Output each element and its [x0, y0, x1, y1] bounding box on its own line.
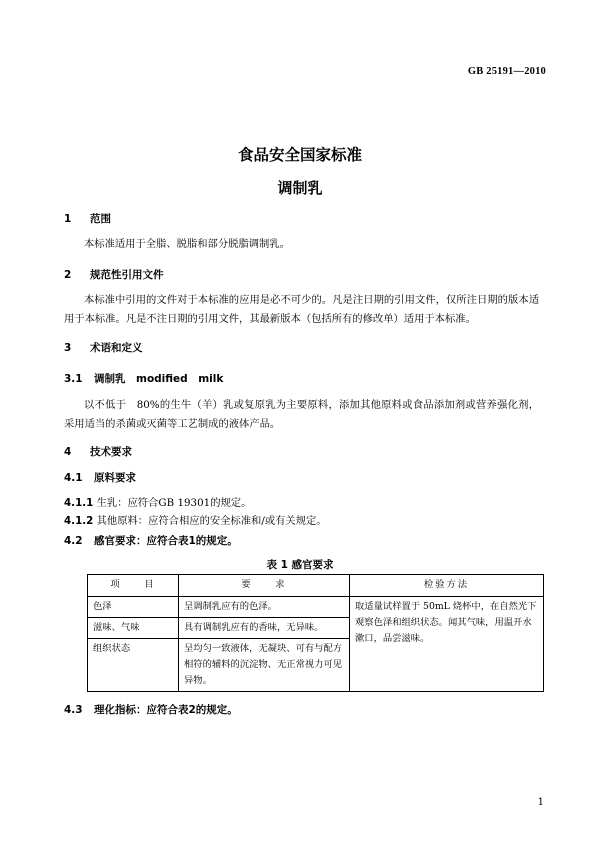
table-row	[88, 597, 544, 618]
section-title: 感官要求：应符合表1的规定。	[94, 535, 238, 547]
document-title: 食品安全国家标准	[237, 146, 362, 164]
section-number: 4.3	[64, 704, 83, 716]
clause-number: 4.1.1	[64, 497, 94, 509]
table-cell-item: 色泽	[88, 597, 179, 618]
section-3-heading	[64, 340, 143, 355]
standard-code: GB 25191—2010	[467, 66, 546, 77]
section-3-1-heading	[64, 371, 223, 386]
table-cell-item: 组织状态	[88, 639, 179, 692]
section-number: 1	[64, 213, 72, 225]
section-title: 理化指标：应符合表2的规定。	[94, 704, 238, 716]
table-1-caption: 表 1 感官要求	[266, 559, 334, 571]
clause-4-1-1	[64, 494, 251, 509]
clause-text: 其他原料：应符合相应的安全标准和/或有关规定。	[96, 515, 327, 527]
section-2-heading	[64, 267, 164, 282]
section-2-body: 本标准中引用的文件对于本标准的应用是必不可少的。凡是注日期的引用文件，仅所注日期的版本适用于本标准。凡是不注日期的引用文件，其最新版本（包括所有的修改单）适用于本标准。	[64, 294, 539, 325]
table-header-row	[88, 575, 544, 597]
column-header-requirement: 要 求	[179, 575, 350, 597]
table-cell-requirement: 呈调制乳应有的色泽。	[179, 597, 350, 618]
table-cell-method: 取适量试样置于 50mL 烧杯中，在自然光下观察色泽和组织状态。闻其气味，用温开水漱口，品尝滋味。	[350, 597, 544, 692]
section-title: 术语和定义	[90, 342, 143, 354]
section-number: 4.2	[64, 535, 83, 547]
table-cell-requirement: 呈均匀一致液体，无凝块、可有与配方相符的辅料的沉淀物、无正常视力可见异物。	[179, 639, 350, 692]
section-4-1-heading	[64, 470, 136, 485]
column-header-method: 检验方法	[350, 575, 544, 597]
section-number: 4.1	[64, 472, 83, 484]
document-subtitle: 调制乳	[277, 179, 323, 197]
section-title: 规范性引用文件	[90, 269, 164, 281]
table-cell-requirement: 具有调制乳应有的香味，无异味。	[179, 618, 350, 639]
section-1-heading	[64, 211, 111, 226]
section-4-2-heading	[64, 533, 238, 548]
section-number: 4	[64, 446, 72, 458]
section-title: 范围	[90, 213, 111, 225]
section-number: 3.1	[64, 373, 83, 385]
section-3-1-body: 以不低于 80%的生牛（羊）乳或复原乳为主要原料，添加其他原料或食品添加剂或营养强化剂，采用适当的杀菌或灭菌等工艺制成的液体产品。	[64, 399, 539, 430]
section-title: 技术要求	[90, 446, 132, 458]
column-header-item: 项 目	[88, 575, 179, 597]
section-number: 3	[64, 342, 72, 354]
table-cell-item: 滋味、气味	[88, 618, 179, 639]
section-title: 调制乳 modified milk	[94, 373, 224, 385]
section-4-heading	[64, 444, 132, 459]
page-number: 1	[537, 797, 544, 808]
section-number: 2	[64, 269, 72, 281]
section-1-body: 本标准适用于全脂、脱脂和部分脱脂调制乳。	[84, 238, 290, 250]
section-4-3-heading	[64, 702, 238, 717]
clause-number: 4.1.2	[64, 515, 94, 527]
clause-text: 生乳：应符合GB 19301的规定。	[96, 497, 252, 509]
clause-4-1-2	[64, 512, 327, 527]
section-title: 原料要求	[94, 472, 136, 484]
table-1-sensory-requirements	[87, 574, 544, 692]
